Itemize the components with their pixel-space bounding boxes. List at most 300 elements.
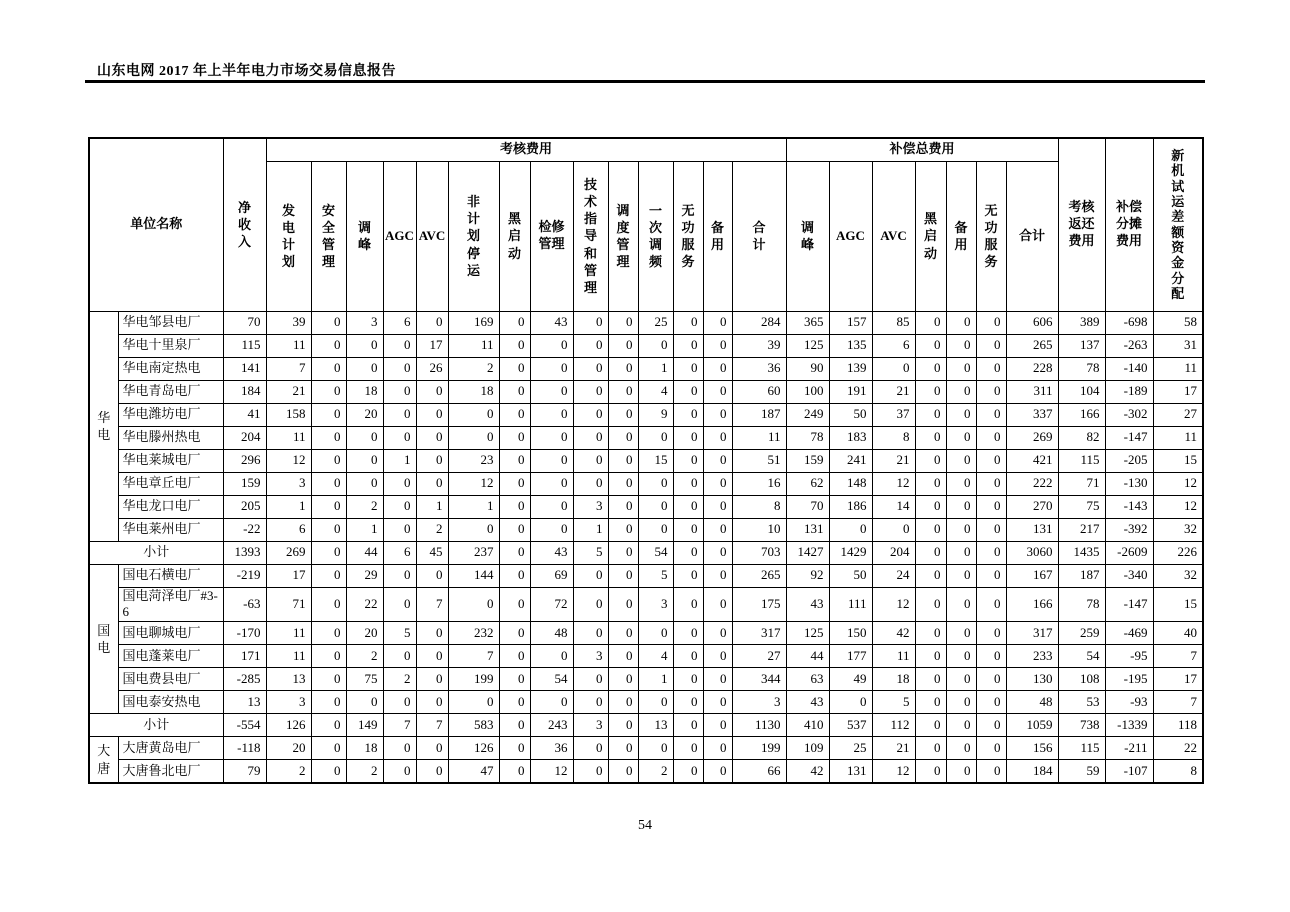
header-unit-name: 单位名称 <box>89 138 223 311</box>
value-cell: 0 <box>311 541 346 564</box>
compensation-col-header <box>786 161 829 311</box>
unit-name-cell: 华电章丘电厂 <box>118 472 223 495</box>
value-cell: 0 <box>915 403 946 426</box>
value-cell: 25 <box>638 311 673 334</box>
value-cell: 184 <box>1006 760 1058 783</box>
assessment-col-header-text: 备用 <box>710 219 724 252</box>
value-cell: 11 <box>266 645 311 668</box>
assessment-col-header <box>530 161 573 311</box>
compensation-col-header: AGC <box>829 161 872 311</box>
value-cell: 62 <box>786 472 829 495</box>
value-cell: 139 <box>829 357 872 380</box>
value-cell: 232 <box>448 622 499 645</box>
value-cell: 0 <box>946 691 976 714</box>
value-cell: 0 <box>311 518 346 541</box>
value-cell: 0 <box>383 495 416 518</box>
value-cell: 53 <box>1058 691 1105 714</box>
value-cell: 270 <box>1006 495 1058 518</box>
value-cell: 9 <box>638 403 673 426</box>
value-cell: 0 <box>703 714 732 737</box>
value-cell: 8 <box>732 495 786 518</box>
value-cell: 1 <box>448 495 499 518</box>
value-cell: -143 <box>1105 495 1153 518</box>
value-cell: 0 <box>499 518 530 541</box>
value-cell: 0 <box>416 760 448 783</box>
value-cell: 0 <box>416 737 448 760</box>
value-cell: 0 <box>673 737 703 760</box>
assessment-col-header-text: 调度管理 <box>616 202 630 270</box>
value-cell: 337 <box>1006 403 1058 426</box>
value-cell: 8 <box>1153 760 1203 783</box>
value-cell: 389 <box>1058 311 1105 334</box>
value-cell: 0 <box>915 564 946 587</box>
value-cell: 0 <box>608 587 638 622</box>
unit-name-cell: 国电泰安热电 <box>118 691 223 714</box>
table-row <box>89 426 1203 449</box>
value-cell: 0 <box>673 334 703 357</box>
value-cell: 0 <box>416 645 448 668</box>
value-cell: 0 <box>311 564 346 587</box>
value-cell: 44 <box>346 541 383 564</box>
compensation-col-header: AVC <box>872 161 915 311</box>
value-cell: 0 <box>976 760 1006 783</box>
compensation-col-header <box>946 161 976 311</box>
value-cell: 13 <box>266 668 311 691</box>
unit-name-cell: 华电青岛电厂 <box>118 380 223 403</box>
header-assessment-group: 考核费用 <box>266 138 786 161</box>
value-cell: 2 <box>346 495 383 518</box>
compensation-col-header-text: 无功服务 <box>984 202 998 270</box>
unit-name-cell: 国电聊城电厂 <box>118 622 223 645</box>
value-cell: 51 <box>732 449 786 472</box>
value-cell: 0 <box>530 357 573 380</box>
value-cell: 0 <box>976 737 1006 760</box>
value-cell: 0 <box>976 518 1006 541</box>
value-cell: 43 <box>786 691 829 714</box>
value-cell: 0 <box>703 426 732 449</box>
value-cell: 0 <box>383 426 416 449</box>
compensation-col-header <box>915 161 946 311</box>
value-cell: 18 <box>346 380 383 403</box>
value-cell: 175 <box>732 587 786 622</box>
value-cell: 43 <box>530 311 573 334</box>
value-cell: 0 <box>703 357 732 380</box>
value-cell: 21 <box>872 737 915 760</box>
value-cell: 0 <box>608 760 638 783</box>
value-cell: 0 <box>608 541 638 564</box>
value-cell: 6 <box>383 311 416 334</box>
value-cell: 111 <box>829 587 872 622</box>
header-compensation-group: 补偿总费用 <box>786 138 1058 161</box>
value-cell: 2 <box>266 760 311 783</box>
value-cell: 40 <box>1153 622 1203 645</box>
value-cell: 0 <box>346 426 383 449</box>
value-cell: 0 <box>499 380 530 403</box>
value-cell: 47 <box>448 760 499 783</box>
value-cell: 37 <box>872 403 915 426</box>
value-cell: 0 <box>416 311 448 334</box>
unit-name-cell: 华电滕州热电 <box>118 426 223 449</box>
value-cell: 156 <box>1006 737 1058 760</box>
value-cell: -285 <box>223 668 266 691</box>
value-cell: 0 <box>638 426 673 449</box>
value-cell: 241 <box>829 449 872 472</box>
value-cell: -2609 <box>1105 541 1153 564</box>
value-cell: 6 <box>383 541 416 564</box>
value-cell: 20 <box>346 622 383 645</box>
value-cell: 1059 <box>1006 714 1058 737</box>
group-label <box>89 737 118 783</box>
value-cell: 0 <box>530 334 573 357</box>
value-cell: 171 <box>223 645 266 668</box>
assessment-col-header-text: 检修管理 <box>538 219 565 251</box>
value-cell: 11 <box>266 622 311 645</box>
compensation-col-header-text: 备用 <box>954 219 968 252</box>
value-cell: 29 <box>346 564 383 587</box>
assessment-col-header <box>638 161 673 311</box>
value-cell: -118 <box>223 737 266 760</box>
value-cell: 0 <box>915 691 946 714</box>
value-cell: 12 <box>448 472 499 495</box>
value-cell: 72 <box>530 587 573 622</box>
value-cell: 21 <box>872 449 915 472</box>
value-cell: 2 <box>638 760 673 783</box>
value-cell: 0 <box>416 622 448 645</box>
value-cell: 12 <box>1153 472 1203 495</box>
value-cell: 183 <box>829 426 872 449</box>
value-cell: 0 <box>499 541 530 564</box>
value-cell: 131 <box>786 518 829 541</box>
value-cell: 0 <box>311 311 346 334</box>
value-cell: 0 <box>638 691 673 714</box>
value-cell: 60 <box>732 380 786 403</box>
value-cell: 0 <box>448 518 499 541</box>
value-cell: 0 <box>703 403 732 426</box>
unit-name-cell: 华电南定热电 <box>118 357 223 380</box>
value-cell: 0 <box>638 737 673 760</box>
value-cell: 0 <box>673 449 703 472</box>
value-cell: 284 <box>732 311 786 334</box>
value-cell: 0 <box>346 691 383 714</box>
value-cell: 0 <box>499 760 530 783</box>
group-label-text: 华电 <box>97 409 111 442</box>
value-cell: 0 <box>573 622 608 645</box>
unit-name-cell: 华电十里泉厂 <box>118 334 223 357</box>
value-cell: 12 <box>872 760 915 783</box>
value-cell: 0 <box>976 357 1006 380</box>
value-cell: 1 <box>266 495 311 518</box>
header-new-unit-fund-text: 新机试运差额资金分配 <box>1171 148 1185 302</box>
value-cell: 115 <box>223 334 266 357</box>
value-cell: 0 <box>530 518 573 541</box>
value-cell: 13 <box>223 691 266 714</box>
value-cell: 0 <box>976 426 1006 449</box>
value-cell: 0 <box>346 449 383 472</box>
value-cell: 0 <box>608 564 638 587</box>
value-cell: 0 <box>530 645 573 668</box>
value-cell: 0 <box>608 357 638 380</box>
value-cell: 1393 <box>223 541 266 564</box>
value-cell: 0 <box>915 622 946 645</box>
value-cell: 157 <box>829 311 872 334</box>
value-cell: 48 <box>1006 691 1058 714</box>
table-row <box>89 334 1203 357</box>
value-cell: 0 <box>608 518 638 541</box>
value-cell: 0 <box>499 403 530 426</box>
value-cell: 3 <box>732 691 786 714</box>
compensation-col-header <box>976 161 1006 311</box>
value-cell: 0 <box>946 668 976 691</box>
value-cell: 75 <box>346 668 383 691</box>
value-cell: 0 <box>946 587 976 622</box>
value-cell: 44 <box>786 645 829 668</box>
value-cell: 0 <box>383 760 416 783</box>
value-cell: 0 <box>448 587 499 622</box>
value-cell: 23 <box>448 449 499 472</box>
unit-name-cell: 国电菏泽电厂#3-6 <box>118 587 223 622</box>
assessment-col-header <box>673 161 703 311</box>
value-cell: 243 <box>530 714 573 737</box>
value-cell: 71 <box>266 587 311 622</box>
value-cell: 0 <box>499 334 530 357</box>
value-cell: 126 <box>266 714 311 737</box>
value-cell: 0 <box>383 587 416 622</box>
value-cell: 27 <box>732 645 786 668</box>
value-cell: 130 <box>1006 668 1058 691</box>
value-cell: 118 <box>1153 714 1203 737</box>
value-cell: 7 <box>416 714 448 737</box>
value-cell: 0 <box>311 449 346 472</box>
value-cell: 365 <box>786 311 829 334</box>
value-cell: 4 <box>638 380 673 403</box>
value-cell: 344 <box>732 668 786 691</box>
value-cell: 265 <box>1006 334 1058 357</box>
value-cell: 0 <box>946 311 976 334</box>
value-cell: 150 <box>829 622 872 645</box>
value-cell: 0 <box>915 645 946 668</box>
value-cell: 3 <box>638 587 673 622</box>
header-compensation-share-text: 补偿分摊费用 <box>1115 199 1142 249</box>
assessment-col-header <box>499 161 530 311</box>
value-cell: 42 <box>786 760 829 783</box>
value-cell: 222 <box>1006 472 1058 495</box>
unit-name-cell: 大唐鲁北电厂 <box>118 760 223 783</box>
value-cell: 0 <box>703 564 732 587</box>
value-cell: 0 <box>608 311 638 334</box>
value-cell: 1 <box>638 668 673 691</box>
value-cell: 317 <box>732 622 786 645</box>
group-label <box>89 564 118 714</box>
value-cell: 78 <box>1058 357 1105 380</box>
value-cell: 0 <box>573 426 608 449</box>
value-cell: 0 <box>383 737 416 760</box>
value-cell: 13 <box>638 714 673 737</box>
value-cell: 0 <box>573 472 608 495</box>
value-cell: 22 <box>346 587 383 622</box>
table-row <box>89 760 1203 783</box>
value-cell: 11 <box>1153 426 1203 449</box>
value-cell: 0 <box>976 495 1006 518</box>
value-cell: 0 <box>383 518 416 541</box>
value-cell: 0 <box>915 587 946 622</box>
value-cell: 0 <box>530 495 573 518</box>
value-cell: 0 <box>573 668 608 691</box>
value-cell: 11 <box>732 426 786 449</box>
value-cell: 0 <box>915 714 946 737</box>
value-cell: 0 <box>530 380 573 403</box>
value-cell: 0 <box>608 737 638 760</box>
value-cell: -340 <box>1105 564 1153 587</box>
unit-name-cell: 国电石横电厂 <box>118 564 223 587</box>
table-row <box>89 495 1203 518</box>
value-cell: -302 <box>1105 403 1153 426</box>
value-cell: 0 <box>703 541 732 564</box>
value-cell: 249 <box>786 403 829 426</box>
table-row <box>89 357 1203 380</box>
value-cell: -205 <box>1105 449 1153 472</box>
value-cell: 31 <box>1153 334 1203 357</box>
value-cell: 148 <box>829 472 872 495</box>
value-cell: 7 <box>383 714 416 737</box>
subtotal-label: 小计 <box>89 541 223 564</box>
value-cell: 0 <box>946 472 976 495</box>
value-cell: 17 <box>416 334 448 357</box>
table-row <box>89 645 1203 668</box>
value-cell: 0 <box>915 311 946 334</box>
value-cell: 149 <box>346 714 383 737</box>
value-cell: 204 <box>872 541 915 564</box>
value-cell: 0 <box>608 472 638 495</box>
group-1 <box>89 311 1203 564</box>
value-cell: 0 <box>383 380 416 403</box>
group-label-text: 国电 <box>97 622 111 655</box>
value-cell: 1 <box>573 518 608 541</box>
value-cell: 5 <box>872 691 915 714</box>
value-cell: -63 <box>223 587 266 622</box>
value-cell: 0 <box>915 668 946 691</box>
value-cell: 0 <box>638 622 673 645</box>
value-cell: 0 <box>311 426 346 449</box>
value-cell: 43 <box>530 541 573 564</box>
value-cell: 92 <box>786 564 829 587</box>
assessment-col-header-text: 合计 <box>752 219 766 252</box>
assessment-col-header <box>608 161 638 311</box>
header-assessment-return <box>1058 138 1105 311</box>
value-cell: 0 <box>383 403 416 426</box>
value-cell: 0 <box>499 426 530 449</box>
value-cell: 58 <box>1153 311 1203 334</box>
value-cell: 226 <box>1153 541 1203 564</box>
unit-name-cell: 华电潍坊电厂 <box>118 403 223 426</box>
value-cell: 0 <box>608 380 638 403</box>
assessment-col-header <box>311 161 346 311</box>
value-cell: 20 <box>266 737 311 760</box>
value-cell: 0 <box>416 691 448 714</box>
subtotal-label: 小计 <box>89 714 223 737</box>
assessment-col-header <box>732 161 786 311</box>
value-cell: 69 <box>530 564 573 587</box>
value-cell: 0 <box>829 691 872 714</box>
value-cell: 70 <box>223 311 266 334</box>
value-cell: 159 <box>786 449 829 472</box>
value-cell: 0 <box>976 587 1006 622</box>
value-cell: 0 <box>915 334 946 357</box>
value-cell: 0 <box>573 760 608 783</box>
value-cell: 0 <box>976 564 1006 587</box>
value-cell: 15 <box>1153 449 1203 472</box>
value-cell: -107 <box>1105 760 1153 783</box>
value-cell: 135 <box>829 334 872 357</box>
value-cell: 17 <box>266 564 311 587</box>
value-cell: 0 <box>673 518 703 541</box>
value-cell: 18 <box>448 380 499 403</box>
value-cell: 738 <box>1058 714 1105 737</box>
value-cell: 36 <box>530 737 573 760</box>
value-cell: 18 <box>872 668 915 691</box>
subtotal-row <box>89 541 1203 564</box>
value-cell: 410 <box>786 714 829 737</box>
value-cell: 0 <box>946 737 976 760</box>
value-cell: 0 <box>311 645 346 668</box>
value-cell: 0 <box>608 645 638 668</box>
value-cell: 0 <box>915 495 946 518</box>
value-cell: 259 <box>1058 622 1105 645</box>
value-cell: 0 <box>673 645 703 668</box>
value-cell: 0 <box>311 587 346 622</box>
compensation-col-header: 合计 <box>1006 161 1058 311</box>
value-cell: 0 <box>976 714 1006 737</box>
value-cell: 125 <box>786 334 829 357</box>
value-cell: 0 <box>608 426 638 449</box>
value-cell: 0 <box>976 449 1006 472</box>
value-cell: 131 <box>1006 518 1058 541</box>
value-cell: 0 <box>530 691 573 714</box>
assessment-col-header-text: 安全管理 <box>321 202 335 270</box>
value-cell: 1 <box>383 449 416 472</box>
value-cell: -170 <box>223 622 266 645</box>
assessment-col-header-text: 技术指导和管理 <box>583 176 597 295</box>
value-cell: 177 <box>829 645 872 668</box>
value-cell: 0 <box>311 737 346 760</box>
value-cell: 2 <box>448 357 499 380</box>
value-cell: 112 <box>872 714 915 737</box>
value-cell: 0 <box>915 357 946 380</box>
value-cell: 2 <box>416 518 448 541</box>
value-cell: 26 <box>416 357 448 380</box>
value-cell: 0 <box>673 472 703 495</box>
value-cell: 166 <box>1058 403 1105 426</box>
value-cell: 66 <box>732 760 786 783</box>
value-cell: 131 <box>829 760 872 783</box>
value-cell: 0 <box>703 518 732 541</box>
value-cell: 0 <box>346 472 383 495</box>
value-cell: 0 <box>673 587 703 622</box>
value-cell: 0 <box>499 691 530 714</box>
value-cell: -195 <box>1105 668 1153 691</box>
value-cell: 0 <box>311 403 346 426</box>
table-row <box>89 691 1203 714</box>
value-cell: 1427 <box>786 541 829 564</box>
unit-name-cell: 华电龙口电厂 <box>118 495 223 518</box>
value-cell: 15 <box>638 449 673 472</box>
value-cell: 15 <box>1153 587 1203 622</box>
group-2 <box>89 564 1203 737</box>
value-cell: 0 <box>673 541 703 564</box>
value-cell: 59 <box>1058 760 1105 783</box>
value-cell: 25 <box>829 737 872 760</box>
value-cell: 0 <box>311 668 346 691</box>
value-cell: 11 <box>448 334 499 357</box>
